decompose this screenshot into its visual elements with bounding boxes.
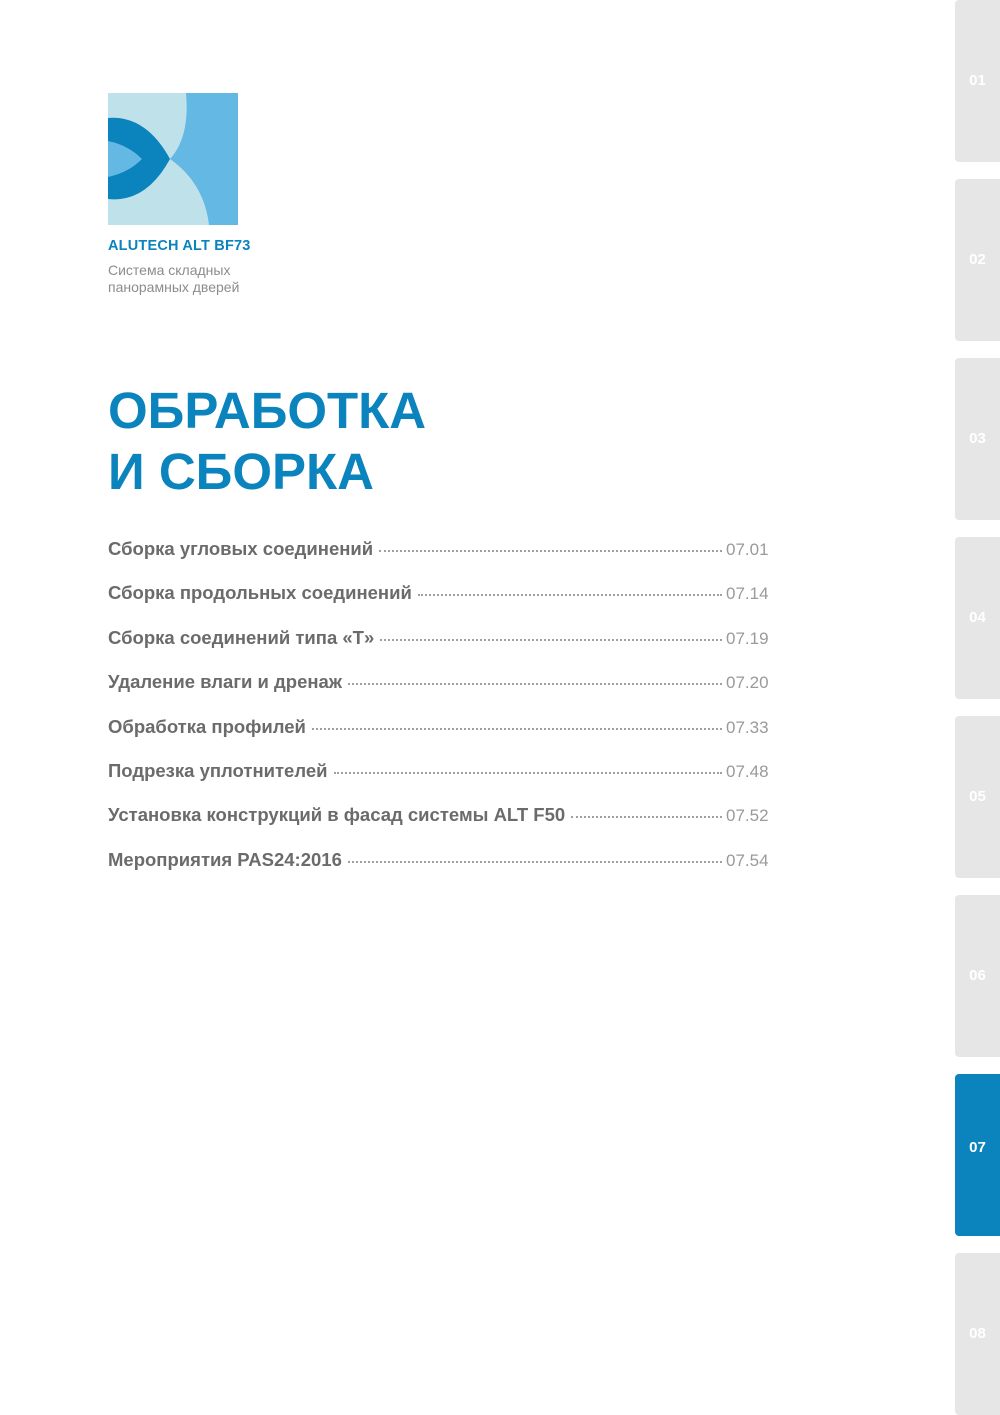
toc-item-label: Установка конструкций в фасад системы ALT F50	[108, 804, 566, 826]
section-tab-08[interactable]	[955, 1253, 1000, 1415]
toc-leader-dots	[571, 816, 722, 818]
section-tab-06[interactable]	[955, 895, 1000, 1057]
section-tab-05[interactable]	[955, 716, 1000, 878]
section-tabs	[955, 0, 1000, 1415]
brand-subtitle-line: Система складных	[108, 262, 231, 278]
page-title	[108, 380, 426, 502]
section-tab-label: 08	[969, 1325, 986, 1342]
toc-item-page: 07.14	[726, 584, 769, 604]
toc-item-label: Сборка продольных соединений	[108, 582, 412, 604]
toc-leader-dots	[380, 639, 722, 641]
toc-item-page: 07.54	[726, 850, 769, 870]
alutech-logo	[108, 93, 238, 225]
toc-item[interactable]	[108, 760, 768, 804]
toc-item-page: 07.20	[726, 673, 769, 693]
section-tab-label: 06	[969, 967, 986, 984]
toc-item[interactable]	[108, 716, 768, 760]
brand-name: ALUTECH ALT BF73	[108, 238, 251, 254]
toc-item[interactable]	[108, 627, 768, 671]
brand-subtitle-line: панорамных дверей	[108, 279, 240, 295]
toc-item[interactable]	[108, 849, 768, 893]
toc-item-page: 07.01	[726, 540, 769, 559]
page-title-line: ОБРАБОТКА	[108, 382, 427, 439]
table-of-contents	[108, 538, 768, 893]
toc-item-page: 07.33	[726, 717, 769, 737]
toc-item[interactable]	[108, 582, 768, 626]
section-tab-03[interactable]	[955, 358, 1000, 520]
brand-subtitle	[108, 262, 308, 296]
toc-item-label: Удаление влаги и дренаж	[108, 671, 342, 693]
page-title-line: И СБОРКА	[108, 443, 374, 500]
section-tab-label: 02	[969, 251, 986, 268]
toc-item[interactable]	[108, 538, 768, 582]
toc-leader-dots	[348, 683, 722, 685]
toc-leader-dots	[312, 728, 722, 730]
section-tab-label: 05	[969, 788, 986, 805]
toc-item-page: 07.52	[726, 806, 769, 826]
toc-item-page: 07.19	[726, 628, 769, 648]
toc-leader-dots	[348, 861, 722, 863]
toc-leader-dots	[334, 772, 722, 774]
section-tab-label: 03	[969, 430, 986, 447]
toc-leader-dots	[379, 550, 722, 552]
section-tab-label: 01	[969, 72, 986, 89]
toc-item-label: Мероприятия PAS24:2016	[108, 848, 342, 870]
toc-item-label: Подрезка уплотнителей	[108, 759, 328, 781]
section-tab-label: 07	[969, 1139, 986, 1156]
section-tab-07[interactable]	[955, 1074, 1000, 1236]
section-tab-02[interactable]	[955, 179, 1000, 341]
toc-item-label: Обработка профилей	[108, 715, 306, 737]
toc-item-page: 07.48	[726, 761, 769, 781]
toc-item[interactable]	[108, 804, 768, 848]
section-tab-04[interactable]	[955, 537, 1000, 699]
toc-item[interactable]	[108, 671, 768, 715]
toc-item-label: Сборка соединений типа «Т»	[108, 626, 375, 648]
section-tab-label: 04	[969, 609, 986, 626]
toc-item-label: Сборка угловых соединений	[108, 538, 374, 559]
section-tab-01[interactable]	[955, 0, 1000, 162]
toc-leader-dots	[418, 594, 722, 596]
